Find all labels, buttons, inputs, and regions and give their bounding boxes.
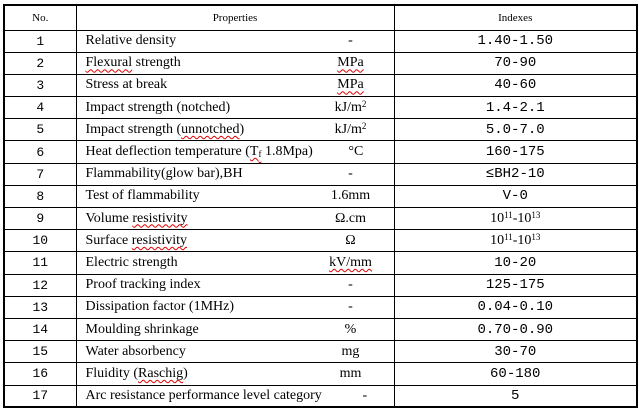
row-number-cell: 6 (4, 141, 76, 163)
property-wrap (77, 121, 394, 138)
property-cell (76, 141, 394, 163)
property-unit (308, 233, 394, 249)
text-segment: V-0 (502, 188, 528, 205)
table-row (4, 185, 637, 207)
text-segment: mm (339, 365, 362, 381)
index-value-cell (394, 341, 637, 363)
text-segment: 1.8Mpa) (261, 144, 313, 160)
property-cell (76, 163, 394, 185)
text-segment: 30-70 (494, 343, 537, 360)
property-cell (76, 52, 394, 74)
property-cell (76, 341, 394, 363)
text-segment: kJ/m (334, 100, 362, 116)
property-wrap (77, 299, 394, 315)
property-wrap (77, 344, 394, 360)
row-number-cell: 13 (4, 296, 76, 318)
text-segment: Heat deflection temperature ( (85, 144, 250, 160)
property-name (77, 211, 308, 227)
text-segment: 160-175 (485, 144, 545, 161)
index-value-cell (394, 385, 637, 407)
text-segment: ) (239, 121, 245, 137)
property-cell (76, 185, 394, 207)
text-segment: - (348, 277, 353, 293)
property-wrap (77, 366, 394, 382)
text-segment: % (344, 321, 357, 337)
property-cell (76, 318, 394, 340)
property-cell (76, 74, 394, 96)
row-number-cell: 17 (4, 385, 76, 407)
property-cell (76, 230, 394, 252)
property-cell (76, 97, 394, 119)
table-row (4, 208, 637, 230)
text-segment: 0.70-0.90 (477, 321, 554, 338)
text-segment: 125-175 (485, 277, 545, 294)
table-row (4, 141, 637, 163)
row-number-cell: 12 (4, 274, 76, 296)
property-wrap (77, 277, 394, 293)
property-name (77, 144, 313, 160)
text-segment: ≤BH2-10 (485, 166, 545, 183)
property-unit (308, 188, 394, 204)
table-row (4, 163, 637, 185)
property-cell (76, 385, 394, 407)
text-segment: 13 (531, 232, 541, 243)
text-segment: MPa (337, 77, 364, 93)
text-segment: 1.4-2.1 (485, 99, 545, 116)
property-unit (308, 366, 394, 382)
property-cell (76, 274, 394, 296)
table-row (4, 363, 637, 385)
index-value-cell (394, 74, 637, 96)
table-row (4, 385, 637, 407)
text-segment: 10-20 (494, 254, 537, 271)
text-segment: 70-90 (494, 55, 537, 72)
property-name (77, 388, 322, 404)
property-unit (308, 277, 394, 293)
text-segment: 10 (490, 211, 505, 227)
property-name (77, 55, 308, 71)
property-cell (76, 363, 394, 385)
property-wrap (77, 99, 394, 116)
row-number-cell: 1 (4, 30, 76, 52)
property-name (77, 33, 308, 49)
property-wrap (77, 388, 394, 404)
text-segment: - (348, 299, 353, 315)
text-segment: f (258, 149, 262, 160)
text-segment: Electric strength (85, 254, 178, 270)
text-segment: 0.04-0.10 (477, 299, 554, 316)
property-cell (76, 296, 394, 318)
text-segment: Flexural (85, 55, 133, 71)
text-segment: Stress at break (85, 77, 168, 93)
property-unit (308, 322, 394, 338)
text-segment: Relative density (85, 33, 177, 49)
property-name (77, 100, 308, 116)
text-segment: ) (183, 365, 188, 381)
col-header-no: No. (4, 5, 76, 30)
property-name (77, 344, 308, 360)
property-name (77, 277, 308, 293)
text-segment: Proof tracking index (85, 277, 201, 293)
text-segment: 5.0-7.0 (485, 121, 545, 138)
property-unit (308, 55, 394, 71)
property-name (77, 77, 308, 93)
table-row (4, 74, 637, 96)
property-cell (76, 30, 394, 52)
property-wrap (77, 33, 394, 49)
text-segment: -10 (512, 211, 532, 227)
text-segment: 1.6mm (330, 188, 371, 204)
index-value-cell (394, 52, 637, 74)
property-wrap (77, 166, 394, 182)
row-number-cell: 15 (4, 341, 76, 363)
property-unit (308, 344, 394, 360)
text-segment: Ω.cm (334, 210, 366, 226)
text-segment: 2 (361, 99, 367, 110)
text-segment: - (362, 387, 368, 403)
row-number-cell: 5 (4, 119, 76, 141)
table-row (4, 318, 637, 340)
index-value-cell (394, 97, 637, 119)
table-row (4, 274, 637, 296)
text-segment: T (249, 144, 259, 160)
table-row (4, 119, 637, 141)
property-name (77, 255, 308, 271)
header-row (4, 5, 637, 30)
text-segment: Raschig (138, 365, 184, 381)
table-row (4, 52, 637, 74)
property-name (77, 233, 308, 249)
property-wrap (77, 233, 394, 249)
table-row (4, 30, 637, 52)
row-number-cell: 16 (4, 363, 76, 385)
row-number-cell: 2 (4, 52, 76, 74)
property-unit (308, 33, 394, 49)
index-value-cell (394, 185, 637, 207)
text-segment: kJ/m (334, 122, 362, 138)
property-unit (308, 121, 394, 138)
text-segment: Impact strength ( (85, 121, 182, 137)
index-value-cell (394, 30, 637, 52)
property-wrap (77, 144, 394, 160)
text-segment: unnotched (181, 121, 240, 137)
table-row (4, 252, 637, 274)
col-header-indexes: Indexes (394, 5, 637, 30)
property-name (77, 366, 308, 382)
table-row (4, 230, 637, 252)
index-value-cell (394, 119, 637, 141)
text-segment: 10 (490, 233, 505, 249)
index-value-cell (394, 318, 637, 340)
text-segment: - (348, 166, 353, 182)
table-body (4, 30, 637, 407)
text-segment: 2 (361, 121, 367, 132)
text-segment: 60-180 (490, 365, 541, 382)
text-segment: Flammability(glow bar),BH (85, 166, 243, 182)
text-segment: 40-60 (494, 77, 537, 94)
property-name (77, 188, 308, 204)
text-segment: 11 (504, 232, 513, 243)
property-wrap (77, 77, 394, 93)
property-name (77, 122, 308, 138)
property-name (77, 299, 308, 315)
row-number-cell: 3 (4, 74, 76, 96)
index-value-cell (394, 163, 637, 185)
properties-table (3, 4, 638, 408)
text-segment: Ω (345, 232, 356, 248)
table-row (4, 296, 637, 318)
property-unit (308, 99, 394, 116)
property-unit (322, 388, 394, 404)
text-segment: Test of flammability (85, 188, 200, 204)
property-unit (308, 77, 394, 93)
text-segment: resistivity (131, 232, 187, 248)
text-segment: Water absorbency (85, 343, 186, 359)
row-number-cell: 4 (4, 97, 76, 119)
property-name (77, 166, 308, 182)
row-number-cell: 10 (4, 230, 76, 252)
text-segment: Moulding shrinkage (85, 321, 199, 337)
col-header-properties: Properties (76, 5, 394, 30)
text-segment: Dissipation factor (1MHz) (85, 299, 235, 315)
index-value-cell (394, 274, 637, 296)
property-wrap (77, 55, 394, 71)
index-value-cell (394, 296, 637, 318)
text-segment: resistivity (132, 210, 188, 226)
index-value-cell (394, 363, 637, 385)
property-cell (76, 119, 394, 141)
property-unit (313, 144, 394, 160)
text-segment: Fluidity ( (85, 365, 139, 381)
text-segment: MPa (337, 55, 364, 71)
property-wrap (77, 322, 394, 338)
text-segment: - (348, 33, 353, 49)
property-unit (308, 299, 394, 315)
text-segment: Impact strength (notched) (85, 99, 231, 115)
text-segment: 5 (511, 387, 520, 404)
property-name (77, 322, 308, 338)
text-segment: kV/mm (329, 254, 372, 270)
index-value-cell (394, 141, 637, 163)
property-cell (76, 252, 394, 274)
text-segment: mg (341, 343, 360, 359)
table-row (4, 97, 637, 119)
property-cell (76, 208, 394, 230)
property-unit (308, 255, 394, 271)
text-segment: Arc resistance performance level category (85, 387, 322, 403)
row-number-cell: 11 (4, 252, 76, 274)
index-value-cell (394, 230, 637, 252)
text-segment: Surface (85, 232, 132, 248)
row-number-cell: 14 (4, 318, 76, 340)
text-segment: strength (132, 55, 181, 71)
row-number-cell: 9 (4, 208, 76, 230)
text-segment: Volume (85, 210, 133, 226)
text-segment: -10 (512, 233, 532, 249)
property-wrap (77, 211, 394, 227)
text-segment: °C (348, 144, 364, 160)
text-segment: 1.40-1.50 (477, 33, 554, 50)
property-unit (308, 211, 394, 227)
property-unit (308, 166, 394, 182)
row-number-cell: 8 (4, 185, 76, 207)
text-segment: 11 (504, 210, 513, 221)
index-value-cell (394, 252, 637, 274)
property-wrap (77, 255, 394, 271)
row-number-cell: 7 (4, 163, 76, 185)
text-segment: 13 (531, 210, 541, 221)
property-wrap (77, 188, 394, 204)
table-row (4, 341, 637, 363)
index-value-cell (394, 208, 637, 230)
